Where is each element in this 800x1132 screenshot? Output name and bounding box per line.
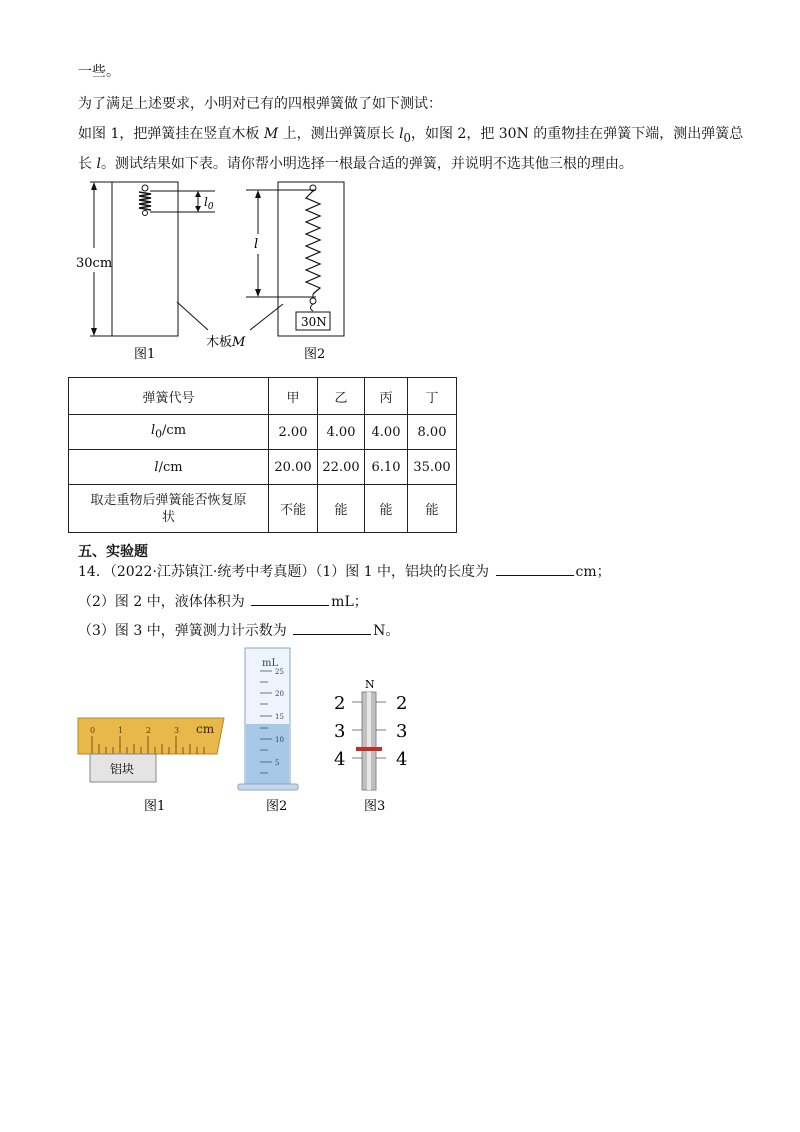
table-header-cell: 乙 — [318, 378, 365, 415]
liquid — [246, 724, 289, 784]
label-l: l — [254, 237, 259, 252]
section-title: 五、实验题 — [78, 544, 148, 560]
answer-blank[interactable] — [251, 591, 329, 606]
meter-tick-left: 2 — [334, 693, 346, 714]
label-30cm: 30cm — [76, 256, 113, 271]
unit-text: N。 — [373, 623, 400, 639]
question-text: 14．（2022·江苏镇江·统考中考真题）（1）图 1 中，铝块的长度为 — [78, 564, 494, 580]
weight-label: 30N — [301, 315, 327, 329]
table-row — [69, 415, 457, 450]
scale-indicator — [356, 747, 382, 751]
cylinder-tick-label: 25 — [275, 668, 284, 676]
ruler-tick-label: 1 — [118, 726, 124, 735]
unit-text: cm； — [575, 564, 611, 580]
question-text: （2）图 2 中，液体体积为 — [78, 594, 250, 610]
label-l0: $l_0$ — [204, 195, 214, 212]
table-header-cell: 甲 — [269, 378, 318, 415]
answer-blank[interactable] — [496, 561, 574, 576]
row-label-recover: 取走重物后弹簧能否恢复原 状 — [69, 485, 269, 533]
variable-m: M — [263, 126, 279, 142]
table-cell: 4.00 — [365, 415, 408, 450]
meter-tick-left: 4 — [334, 749, 346, 770]
ruler-unit: cm — [196, 722, 215, 736]
caption-fig1: 图1 — [144, 799, 166, 814]
variable-l: l — [399, 126, 404, 142]
text-fragment: 一些。 — [78, 64, 120, 80]
question-line-1 — [78, 561, 611, 582]
text-fragment: 上，测出弹簧原长 — [278, 126, 400, 142]
text-fragment: 为了满足上述要求，小明对已有的四根弹簧做了如下测试： — [78, 96, 442, 112]
meter-tick-left: 3 — [334, 721, 346, 742]
table-cell: 22.00 — [318, 450, 365, 485]
text-line-1 — [78, 62, 120, 82]
table-cell: 35.00 — [408, 450, 457, 485]
text-line-2 — [78, 94, 442, 114]
question-text: （3）图 3 中，弹簧测力计示数为 — [78, 623, 292, 639]
table-cell: 4.00 — [318, 415, 365, 450]
table-header-cell: 丁 — [408, 378, 457, 415]
text-fragment: 如图 1，把弹簧挂在竖直木板 — [78, 126, 264, 142]
table-header-cell: 丙 — [365, 378, 408, 415]
subscript: 0 — [403, 130, 411, 145]
row-label-l0: $l_0/cm$ — [69, 415, 269, 450]
ruler-tick-label: 2 — [146, 726, 152, 735]
caption-fig3: 图3 — [364, 799, 386, 814]
spring-short — [139, 192, 151, 210]
table-cell: 能 — [318, 485, 365, 533]
ruler-tick-label: 3 — [174, 726, 180, 735]
row-label-l: l/cm — [69, 450, 269, 485]
table-cell: 20.00 — [269, 450, 318, 485]
cylinder-tick-label: 15 — [275, 713, 284, 721]
text-line-3 — [78, 124, 743, 148]
cylinder-tick-label: 5 — [275, 759, 280, 767]
meter-tick-right: 4 — [396, 749, 408, 770]
spring-diagram — [70, 176, 360, 366]
text-fragment: 。测试结果如下表。请你帮小明选择一根最合适的弹簧，并说明不选其他三根的理由。 — [100, 156, 633, 172]
block-label: 铝块 — [110, 762, 135, 776]
cylinder-base — [238, 784, 298, 790]
question-line-3 — [78, 620, 399, 641]
table-cell: 不能 — [269, 485, 318, 533]
meter-tick-right: 3 — [396, 721, 408, 742]
text-fragment: 长 — [78, 156, 97, 172]
caption-fig2: 图2 — [304, 347, 326, 362]
table-cell: 能 — [365, 485, 408, 533]
spring-long — [306, 191, 320, 294]
answer-blank[interactable] — [293, 620, 371, 635]
text-fragment: ，如图 2，把 30N 的重物挂在弹簧下端，测出弹簧总 — [410, 126, 744, 142]
unit-text: mL； — [331, 594, 368, 610]
table-header-row — [69, 378, 457, 415]
table-header-cell: 弹簧代号 — [69, 378, 269, 415]
cylinder-tick-label: 20 — [275, 690, 284, 698]
spring-table — [68, 377, 457, 533]
variable-l: l — [96, 156, 101, 172]
table-cell: 6.10 — [365, 450, 408, 485]
table-row — [69, 450, 457, 485]
cylinder-tick-label: 10 — [275, 736, 284, 744]
caption-fig2: 图2 — [266, 799, 288, 814]
cylinder-unit: mL — [262, 658, 279, 669]
ruler-tick-label: 0 — [90, 726, 96, 735]
table-cell: 8.00 — [408, 415, 457, 450]
question-line-2 — [78, 591, 368, 612]
measurement-figures — [74, 644, 424, 820]
meter-unit: N — [365, 678, 375, 691]
caption-fig1: 图1 — [134, 347, 156, 362]
meter-tick-right: 2 — [396, 693, 408, 714]
table-cell: 2.00 — [269, 415, 318, 450]
text-line-4 — [78, 154, 633, 174]
board-label: 木板M — [206, 335, 246, 350]
table-row — [69, 485, 457, 533]
table-cell: 能 — [408, 485, 457, 533]
